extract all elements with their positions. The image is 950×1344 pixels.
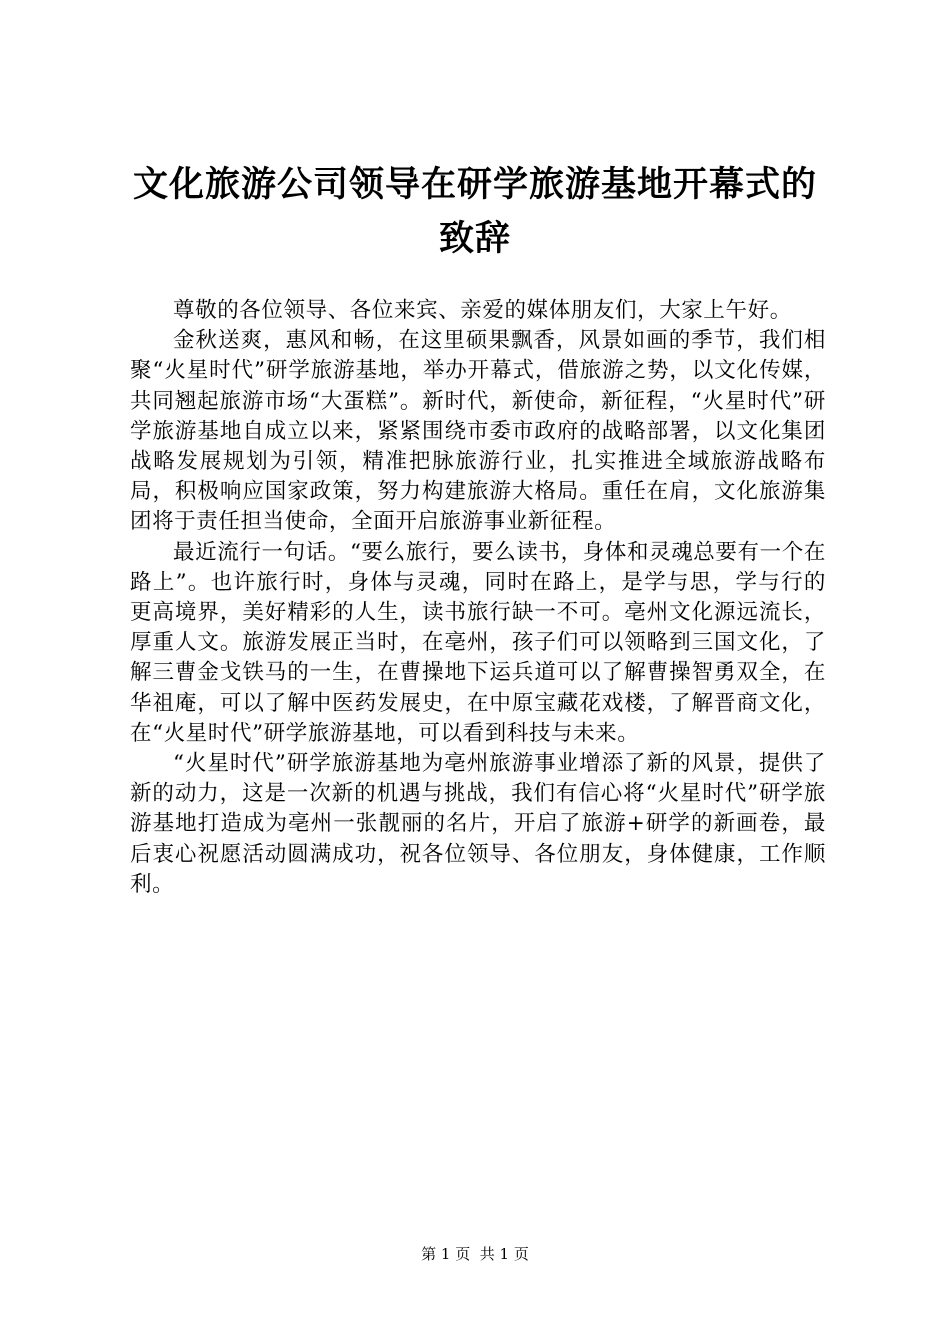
page-number: 第 1 页 共 1 页 [421,1245,529,1263]
document-title: 文化旅游公司领导在研学旅游基地开幕式的致辞 [132,164,817,259]
paragraph-opening: 金秋送爽，惠风和畅，在这里硕果飘香，风景如画的季节，我们相聚“火星时代”研学旅游基地，举办开幕式，借旅游之势，以文化传媒，共同翘起旅游市场“大蛋糕”。新时代，新使命，新征程，“火星时代”研学旅游基地自成立以来，紧紧围绕市委市政府的战略部署，以文化集团战略发展规划为引领，精准把脉旅游行业，扎实推进全域旅游战略布局，积极响应国家政策，努力构建旅游大格局。重任在肩，文化旅游集团将于责任担当使命，全面开启旅游事业新征程。 [130,328,826,535]
paragraph-greeting: 尊敬的各位领导、各位来宾、亲爱的媒体朋友们，大家上午好。 [173,298,792,323]
paragraph-closing: “火星时代”研学旅游基地为亳州旅游事业增添了新的风景，提供了新的动力，这是一次新的机遇与挑战，我们有信心将“火星时代”研学旅游基地打造成为亳州一张靓丽的名片，开启了旅游+研学的新画卷，最后衷心祝愿活动圆满成功，祝各位领导、各位朋友，身体健康，工作顺利。 [130,751,826,897]
page-footer [0,1244,950,1264]
paragraph-travel: 最近流行一句话。“要么旅行，要么读书，身体和灵魂总要有一个在路上”。也许旅行时，身体与灵魂，同时在路上，是学与思，学与行的更高境界，美好精彩的人生，读书旅行缺一不可。亳州文化源远流长，厚重人文。旅游发展正当时，在亳州，孩子们可以领略到三国文化，了解三曹金戈铁马的一生，在曹操地下运兵道可以了解曹操智勇双全，在华祖庵，可以了解中医药发展史，在中原宝藏花戏楼，了解晋商文化，在“火星时代”研学旅游基地，可以看到科技与未来。 [130,539,826,746]
document-body [130,296,826,900]
